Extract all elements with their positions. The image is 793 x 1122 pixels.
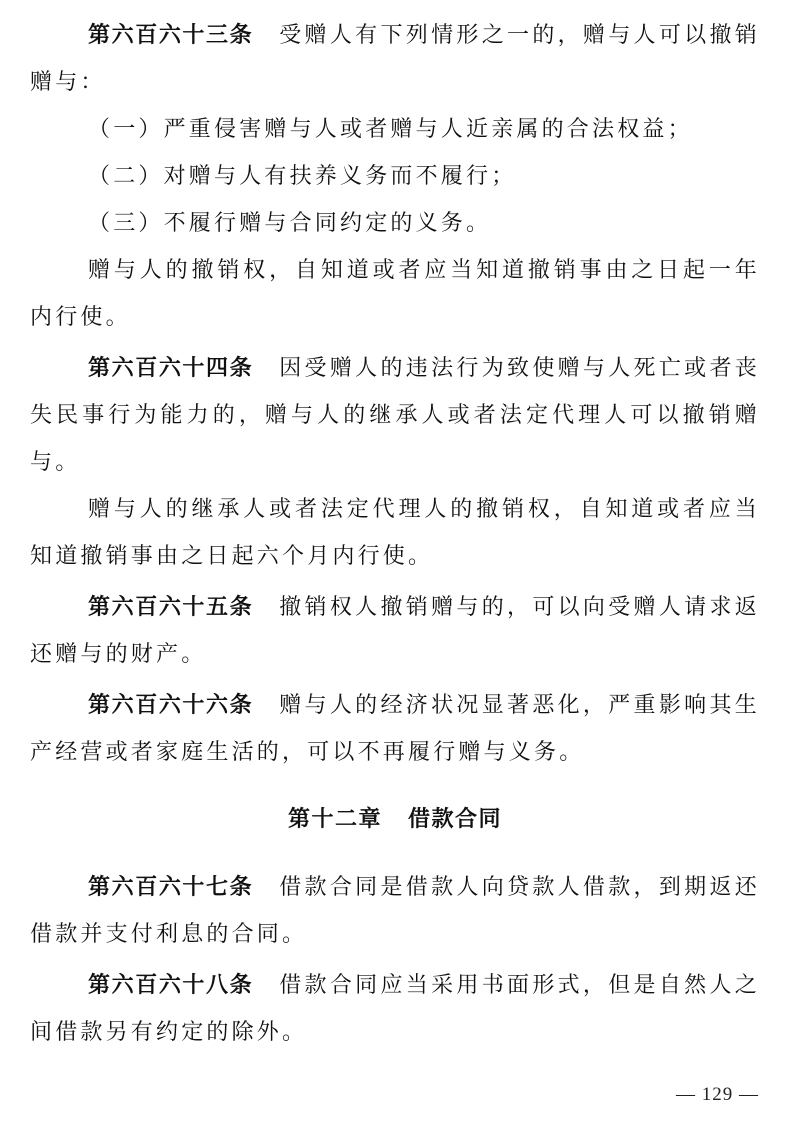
article-paragraph bbox=[30, 864, 760, 958]
article-text: 因受赠人的违法行为致使赠与人死亡或者丧失民事行为能力的，赠与人的继承人或者法定代理人可以撤销赠与。 bbox=[30, 356, 760, 475]
chapter-number: 第十二章 bbox=[287, 807, 382, 832]
article-text: 借款合同是借款人向贷款人借款，到期返还借款并支付利息的合同。 bbox=[30, 875, 760, 947]
article-text: （二）对赠与人有扶养义务而不履行； bbox=[88, 164, 517, 189]
article-text: 撤销权人撤销赠与的，可以向受赠人请求返还赠与的财产。 bbox=[30, 595, 760, 667]
article-text: 赠与人的撤销权，自知道或者应当知道撤销事由之日起一年内行使。 bbox=[30, 258, 760, 330]
article-group-gift-revocation bbox=[30, 12, 760, 776]
article-continuation-paragraph bbox=[30, 486, 760, 580]
article-text: 赠与人的继承人或者法定代理人的撤销权，自知道或者应当知道撤销事由之日起六个月内行使。 bbox=[30, 497, 760, 569]
article-text: 借款合同应当采用书面形式，但是自然人之间借款另有约定的除外。 bbox=[30, 973, 760, 1045]
article-continuation-paragraph bbox=[30, 106, 760, 153]
article-group-loan-contract bbox=[30, 864, 760, 1056]
page-number: — 129 — bbox=[676, 1084, 759, 1105]
article-paragraph bbox=[30, 682, 760, 776]
article-text: 受赠人有下列情形之一的，赠与人可以撤销赠与： bbox=[30, 23, 760, 95]
chapter-title: 借款合同 bbox=[408, 807, 503, 832]
document-body bbox=[30, 8, 760, 1056]
article-number: 第六百六十七条 bbox=[88, 875, 254, 900]
article-continuation-paragraph bbox=[30, 247, 760, 341]
article-paragraph bbox=[30, 12, 760, 106]
article-text: （三）不履行赠与合同约定的义务。 bbox=[88, 211, 492, 236]
article-number: 第六百六十八条 bbox=[88, 973, 254, 998]
chapter-heading bbox=[30, 800, 760, 840]
article-paragraph bbox=[30, 584, 760, 678]
article-number: 第六百六十三条 bbox=[88, 23, 254, 48]
article-paragraph bbox=[30, 345, 760, 486]
article-number: 第六百六十五条 bbox=[88, 595, 254, 620]
article-paragraph bbox=[30, 962, 760, 1056]
article-continuation-paragraph bbox=[30, 153, 760, 200]
article-text: （一）严重侵害赠与人或者赠与人近亲属的合法权益； bbox=[88, 117, 693, 142]
article-number: 第六百六十四条 bbox=[88, 356, 254, 381]
article-continuation-paragraph bbox=[30, 200, 760, 247]
article-text: 赠与人的经济状况显著恶化，严重影响其生产经营或者家庭生活的，可以不再履行赠与义务。 bbox=[30, 693, 760, 765]
article-number: 第六百六十六条 bbox=[88, 693, 254, 718]
